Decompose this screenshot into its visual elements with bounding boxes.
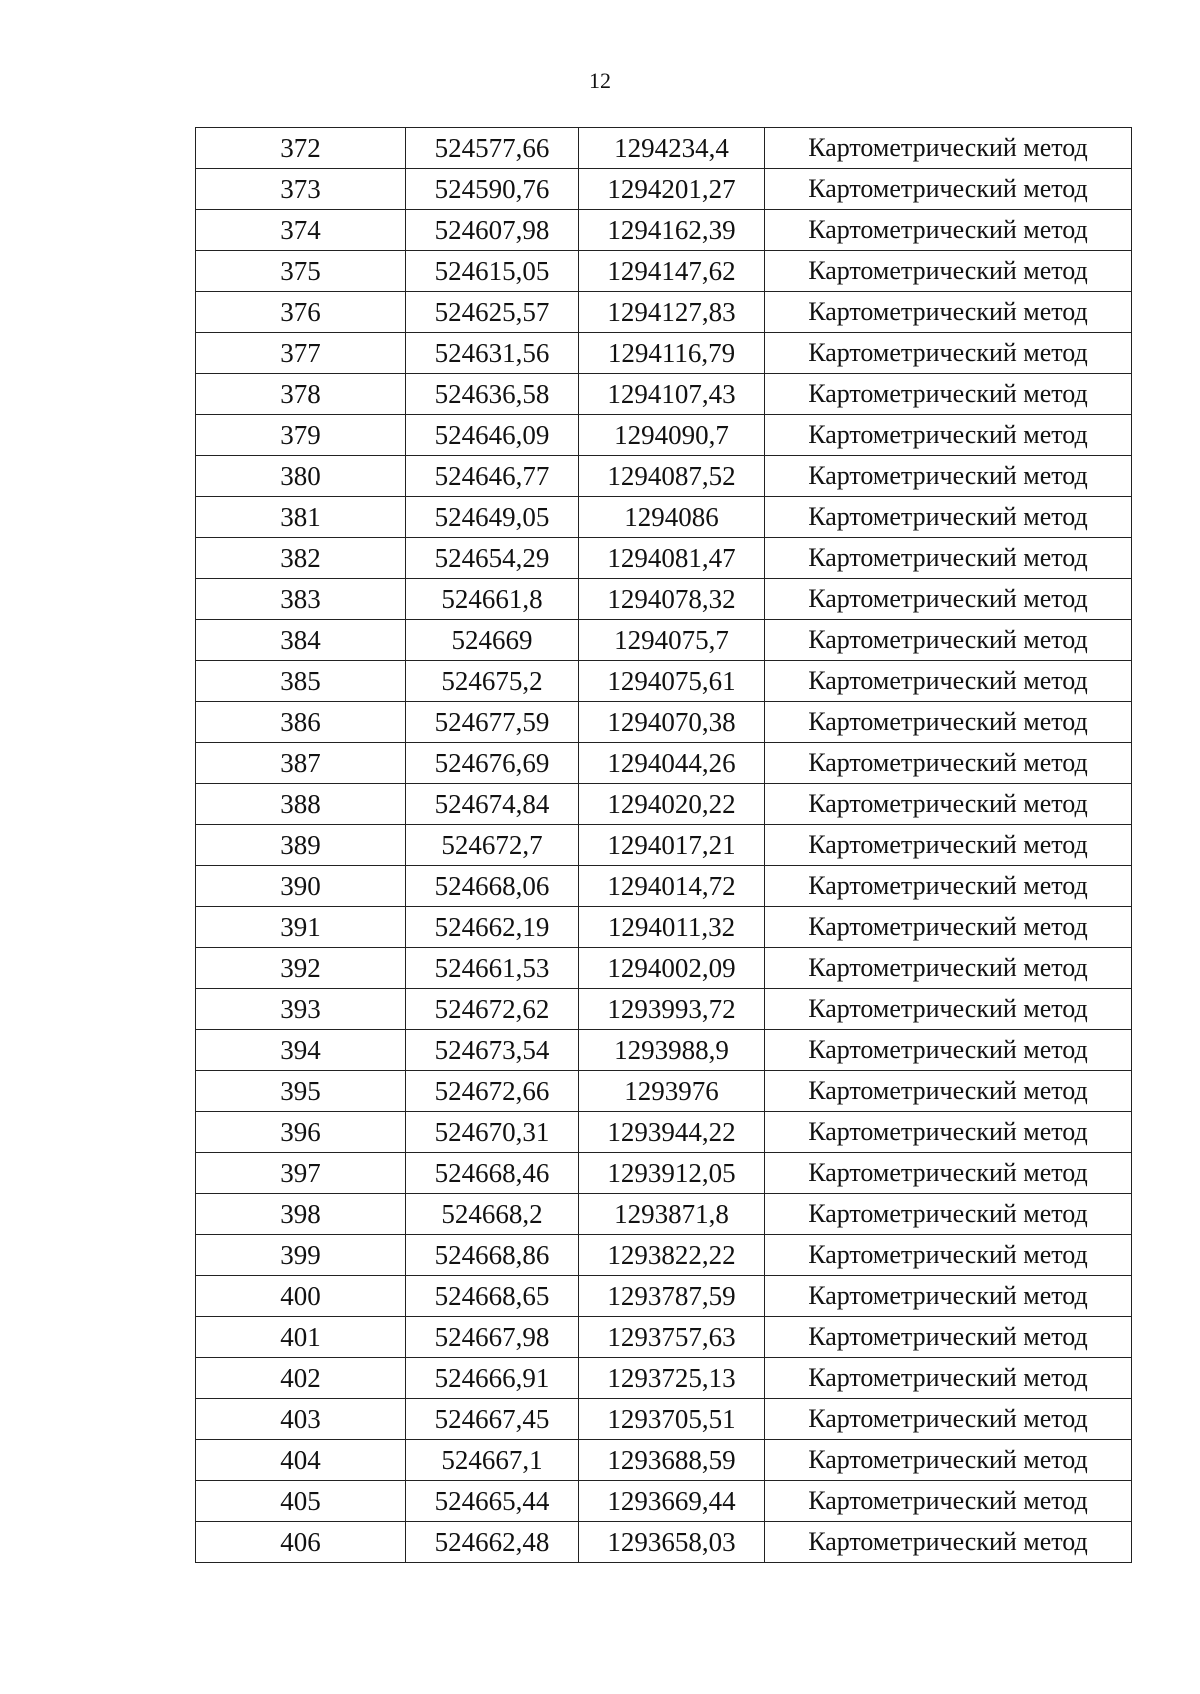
method-cell: Картометрический метод	[765, 210, 1132, 251]
point-number-cell: 392	[196, 948, 406, 989]
table-row	[196, 292, 1132, 333]
table-row	[196, 169, 1132, 210]
table-row	[196, 497, 1132, 538]
method-cell: Картометрический метод	[765, 702, 1132, 743]
table-row	[196, 620, 1132, 661]
table-row	[196, 1112, 1132, 1153]
method-cell: Картометрический метод	[765, 661, 1132, 702]
method-cell: Картометрический метод	[765, 1276, 1132, 1317]
method-cell: Картометрический метод	[765, 333, 1132, 374]
method-cell: Картометрический метод	[765, 1481, 1132, 1522]
x-coordinate-cell: 524662,19	[406, 907, 579, 948]
table-row	[196, 661, 1132, 702]
method-cell: Картометрический метод	[765, 1522, 1132, 1563]
x-coordinate-cell: 524666,91	[406, 1358, 579, 1399]
point-number-cell: 385	[196, 661, 406, 702]
table-row	[196, 1317, 1132, 1358]
table-row	[196, 743, 1132, 784]
x-coordinate-cell: 524607,98	[406, 210, 579, 251]
method-cell: Картометрический метод	[765, 1112, 1132, 1153]
coordinates-table-body	[196, 128, 1132, 1563]
table-row	[196, 333, 1132, 374]
table-row	[196, 1358, 1132, 1399]
table-row	[196, 1030, 1132, 1071]
x-coordinate-cell: 524590,76	[406, 169, 579, 210]
y-coordinate-cell: 1294020,22	[579, 784, 765, 825]
point-number-cell: 400	[196, 1276, 406, 1317]
y-coordinate-cell: 1293912,05	[579, 1153, 765, 1194]
page-number: 12	[589, 68, 611, 93]
table-row	[196, 1399, 1132, 1440]
x-coordinate-cell: 524670,31	[406, 1112, 579, 1153]
table-row	[196, 128, 1132, 169]
point-number-cell: 402	[196, 1358, 406, 1399]
y-coordinate-cell: 1294147,62	[579, 251, 765, 292]
point-number-cell: 404	[196, 1440, 406, 1481]
x-coordinate-cell: 524654,29	[406, 538, 579, 579]
point-number-cell: 377	[196, 333, 406, 374]
point-number-cell: 398	[196, 1194, 406, 1235]
point-number-cell: 389	[196, 825, 406, 866]
x-coordinate-cell: 524667,1	[406, 1440, 579, 1481]
y-coordinate-cell: 1294044,26	[579, 743, 765, 784]
table-row	[196, 1194, 1132, 1235]
y-coordinate-cell: 1294127,83	[579, 292, 765, 333]
point-number-cell: 394	[196, 1030, 406, 1071]
table-row	[196, 210, 1132, 251]
table-row	[196, 579, 1132, 620]
point-number-cell: 374	[196, 210, 406, 251]
method-cell: Картометрический метод	[765, 907, 1132, 948]
point-number-cell: 390	[196, 866, 406, 907]
point-number-cell: 382	[196, 538, 406, 579]
point-number-cell: 406	[196, 1522, 406, 1563]
table-row	[196, 1153, 1132, 1194]
point-number-cell: 381	[196, 497, 406, 538]
x-coordinate-cell: 524673,54	[406, 1030, 579, 1071]
x-coordinate-cell: 524676,69	[406, 743, 579, 784]
y-coordinate-cell: 1294234,4	[579, 128, 765, 169]
table-row	[196, 784, 1132, 825]
y-coordinate-cell: 1293705,51	[579, 1399, 765, 1440]
method-cell: Картометрический метод	[765, 128, 1132, 169]
method-cell: Картометрический метод	[765, 1399, 1132, 1440]
table-row	[196, 1071, 1132, 1112]
x-coordinate-cell: 524674,84	[406, 784, 579, 825]
table-row	[196, 866, 1132, 907]
table-row	[196, 1481, 1132, 1522]
y-coordinate-cell: 1294116,79	[579, 333, 765, 374]
x-coordinate-cell: 524668,46	[406, 1153, 579, 1194]
method-cell: Картометрический метод	[765, 1317, 1132, 1358]
method-cell: Картометрический метод	[765, 456, 1132, 497]
x-coordinate-cell: 524661,8	[406, 579, 579, 620]
x-coordinate-cell: 524672,66	[406, 1071, 579, 1112]
x-coordinate-cell: 524615,05	[406, 251, 579, 292]
y-coordinate-cell: 1293787,59	[579, 1276, 765, 1317]
x-coordinate-cell: 524625,57	[406, 292, 579, 333]
y-coordinate-cell: 1294011,32	[579, 907, 765, 948]
x-coordinate-cell: 524577,66	[406, 128, 579, 169]
table-row	[196, 538, 1132, 579]
x-coordinate-cell: 524668,06	[406, 866, 579, 907]
x-coordinate-cell: 524649,05	[406, 497, 579, 538]
point-number-cell: 380	[196, 456, 406, 497]
y-coordinate-cell: 1294075,61	[579, 661, 765, 702]
table-row	[196, 456, 1132, 497]
y-coordinate-cell: 1293688,59	[579, 1440, 765, 1481]
method-cell: Картометрический метод	[765, 292, 1132, 333]
x-coordinate-cell: 524668,2	[406, 1194, 579, 1235]
y-coordinate-cell: 1293976	[579, 1071, 765, 1112]
point-number-cell: 396	[196, 1112, 406, 1153]
y-coordinate-cell: 1293993,72	[579, 989, 765, 1030]
x-coordinate-cell: 524646,09	[406, 415, 579, 456]
x-coordinate-cell: 524667,45	[406, 1399, 579, 1440]
y-coordinate-cell: 1293669,44	[579, 1481, 765, 1522]
x-coordinate-cell: 524672,7	[406, 825, 579, 866]
y-coordinate-cell: 1294090,7	[579, 415, 765, 456]
point-number-cell: 403	[196, 1399, 406, 1440]
method-cell: Картометрический метод	[765, 1358, 1132, 1399]
coordinates-table	[195, 127, 1132, 1563]
x-coordinate-cell: 524668,65	[406, 1276, 579, 1317]
x-coordinate-cell: 524631,56	[406, 333, 579, 374]
x-coordinate-cell: 524675,2	[406, 661, 579, 702]
method-cell: Картометрический метод	[765, 1440, 1132, 1481]
y-coordinate-cell: 1294201,27	[579, 169, 765, 210]
method-cell: Картометрический метод	[765, 579, 1132, 620]
method-cell: Картометрический метод	[765, 825, 1132, 866]
table-row	[196, 702, 1132, 743]
method-cell: Картометрический метод	[765, 866, 1132, 907]
point-number-cell: 376	[196, 292, 406, 333]
point-number-cell: 395	[196, 1071, 406, 1112]
method-cell: Картометрический метод	[765, 948, 1132, 989]
y-coordinate-cell: 1294017,21	[579, 825, 765, 866]
method-cell: Картометрический метод	[765, 497, 1132, 538]
y-coordinate-cell: 1294075,7	[579, 620, 765, 661]
x-coordinate-cell: 524677,59	[406, 702, 579, 743]
table-row	[196, 251, 1132, 292]
point-number-cell: 373	[196, 169, 406, 210]
y-coordinate-cell: 1293658,03	[579, 1522, 765, 1563]
method-cell: Картометрический метод	[765, 1194, 1132, 1235]
method-cell: Картометрический метод	[765, 989, 1132, 1030]
method-cell: Картометрический метод	[765, 251, 1132, 292]
method-cell: Картометрический метод	[765, 1071, 1132, 1112]
table-row	[196, 1440, 1132, 1481]
y-coordinate-cell: 1293725,13	[579, 1358, 765, 1399]
y-coordinate-cell: 1294070,38	[579, 702, 765, 743]
y-coordinate-cell: 1294162,39	[579, 210, 765, 251]
table-row	[196, 989, 1132, 1030]
point-number-cell: 386	[196, 702, 406, 743]
method-cell: Картометрический метод	[765, 784, 1132, 825]
x-coordinate-cell: 524669	[406, 620, 579, 661]
point-number-cell: 397	[196, 1153, 406, 1194]
table-row	[196, 948, 1132, 989]
x-coordinate-cell: 524662,48	[406, 1522, 579, 1563]
y-coordinate-cell: 1294002,09	[579, 948, 765, 989]
method-cell: Картометрический метод	[765, 169, 1132, 210]
x-coordinate-cell: 524672,62	[406, 989, 579, 1030]
point-number-cell: 387	[196, 743, 406, 784]
x-coordinate-cell: 524661,53	[406, 948, 579, 989]
method-cell: Картометрический метод	[765, 374, 1132, 415]
method-cell: Картометрический метод	[765, 743, 1132, 784]
table-row	[196, 825, 1132, 866]
point-number-cell: 393	[196, 989, 406, 1030]
table-row	[196, 415, 1132, 456]
x-coordinate-cell: 524636,58	[406, 374, 579, 415]
point-number-cell: 388	[196, 784, 406, 825]
point-number-cell: 375	[196, 251, 406, 292]
point-number-cell: 399	[196, 1235, 406, 1276]
method-cell: Картометрический метод	[765, 415, 1132, 456]
y-coordinate-cell: 1294081,47	[579, 538, 765, 579]
point-number-cell: 379	[196, 415, 406, 456]
y-coordinate-cell: 1294107,43	[579, 374, 765, 415]
table-row	[196, 907, 1132, 948]
y-coordinate-cell: 1293822,22	[579, 1235, 765, 1276]
y-coordinate-cell: 1294087,52	[579, 456, 765, 497]
x-coordinate-cell: 524665,44	[406, 1481, 579, 1522]
point-number-cell: 384	[196, 620, 406, 661]
table-row	[196, 1235, 1132, 1276]
method-cell: Картометрический метод	[765, 1030, 1132, 1071]
y-coordinate-cell: 1293757,63	[579, 1317, 765, 1358]
y-coordinate-cell: 1293944,22	[579, 1112, 765, 1153]
y-coordinate-cell: 1293988,9	[579, 1030, 765, 1071]
x-coordinate-cell: 524668,86	[406, 1235, 579, 1276]
x-coordinate-cell: 524667,98	[406, 1317, 579, 1358]
y-coordinate-cell: 1294086	[579, 497, 765, 538]
method-cell: Картометрический метод	[765, 1235, 1132, 1276]
y-coordinate-cell: 1294078,32	[579, 579, 765, 620]
point-number-cell: 405	[196, 1481, 406, 1522]
point-number-cell: 378	[196, 374, 406, 415]
method-cell: Картометрический метод	[765, 538, 1132, 579]
method-cell: Картометрический метод	[765, 620, 1132, 661]
y-coordinate-cell: 1293871,8	[579, 1194, 765, 1235]
x-coordinate-cell: 524646,77	[406, 456, 579, 497]
table-row	[196, 374, 1132, 415]
method-cell: Картометрический метод	[765, 1153, 1132, 1194]
table-row	[196, 1522, 1132, 1563]
y-coordinate-cell: 1294014,72	[579, 866, 765, 907]
table-row	[196, 1276, 1132, 1317]
point-number-cell: 383	[196, 579, 406, 620]
point-number-cell: 372	[196, 128, 406, 169]
point-number-cell: 401	[196, 1317, 406, 1358]
point-number-cell: 391	[196, 907, 406, 948]
